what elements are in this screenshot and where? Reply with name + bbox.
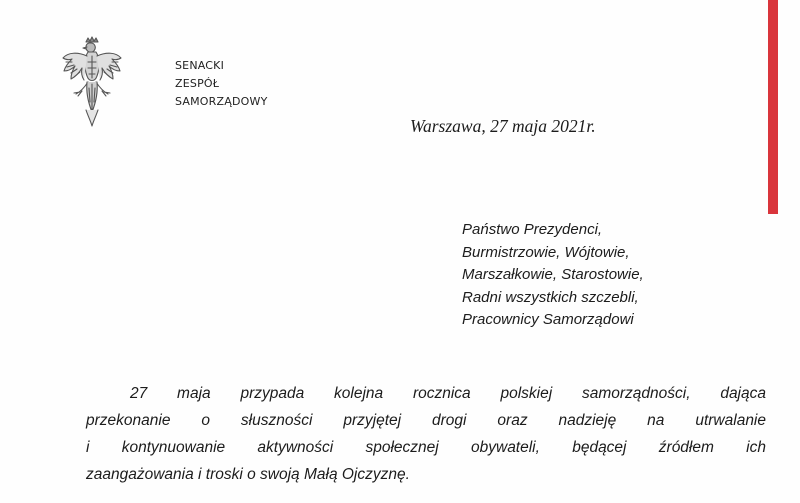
organization-line-2: ZESPÓŁ: [175, 77, 220, 90]
polish-eagle-icon: [60, 36, 124, 128]
body-line: zaangażowania i troski o swoją Małą Ojczyznę.: [86, 466, 410, 483]
letter-body: [86, 380, 766, 488]
body-line: 27 maja przypada kolejna rocznica polskiej samorządności, dająca: [130, 385, 766, 402]
body-line: przekonanie o słuszności przyjętej drogi oraz nadzieję na utrwalanie: [86, 412, 766, 429]
organization-line-3: SAMORZĄDOWY: [175, 95, 268, 108]
red-margin-bar: [768, 0, 778, 214]
addressee-block: [462, 219, 644, 332]
addressee-line: Państwo Prezydenci,: [462, 221, 603, 238]
letter-date: Warszawa, 27 maja 2021r.: [410, 116, 596, 136]
addressee-line: Pracownicy Samorządowi: [462, 311, 634, 328]
addressee-line: Radni wszystkich szczebli,: [462, 288, 639, 306]
addressee-line: Marszałkowie, Starostowie,: [462, 266, 644, 283]
organization-line-1: SENACKI: [175, 59, 225, 72]
addressee-line: Burmistrzowie, Wójtowie,: [462, 243, 630, 261]
organization-name: [175, 57, 268, 111]
body-line: i kontynuowanie aktywności społecznej obywateli, będącej źródłem ich: [86, 439, 766, 456]
